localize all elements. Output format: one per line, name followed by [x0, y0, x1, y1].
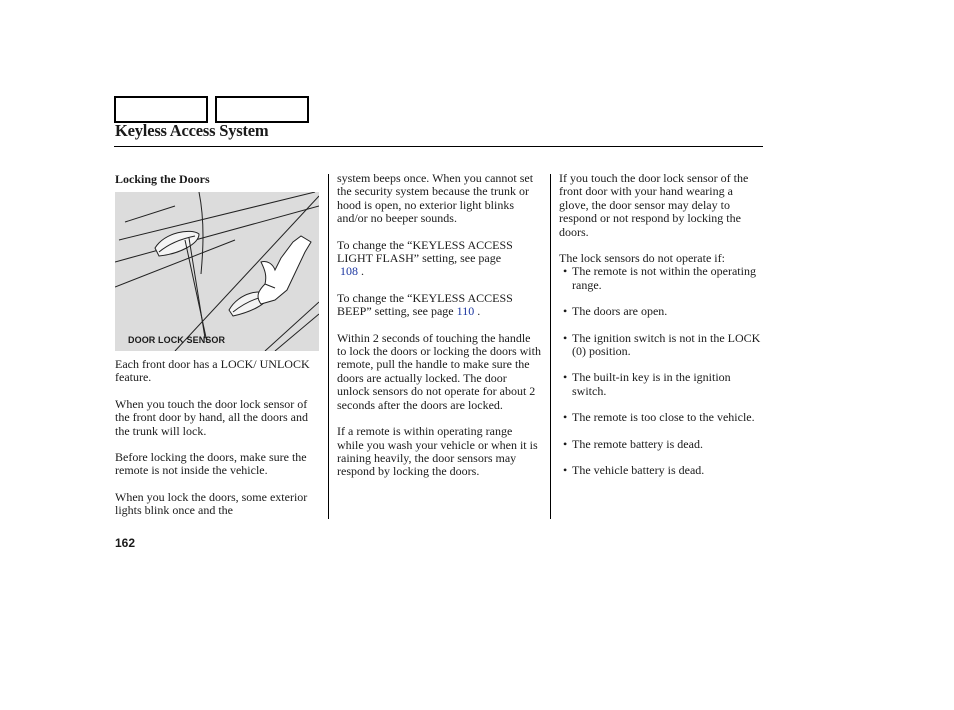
col1-paragraph: Each front door has a LOCK/ UNLOCK feature.: [115, 357, 310, 385]
bullet-icon: •: [563, 463, 568, 478]
column-1: [115, 358, 319, 518]
section-heading: Locking the Doors: [115, 172, 210, 186]
page-108-link[interactable]: 108: [340, 264, 358, 279]
col2-paragraph: Within 2 seconds of touching the handle to lock the doors or locking the doors with remote, pull the handle to make sure the doors are actually locked. The door unlock sensors do not operate for about 2 seconds after the doors are locked.: [337, 330, 541, 412]
bullet-icon: •: [563, 410, 568, 425]
bullet-icon: •: [563, 264, 568, 279]
page-title: Keyless Access System: [115, 121, 269, 140]
nav-tab-box-2[interactable]: [215, 96, 309, 123]
bullet-item: • The built-in key is in the ignition switch.: [563, 370, 731, 398]
col3-paragraph: If you touch the door lock sensor of the front door with your hand wearing a glove, the door sensor may delay to respond or not respond by locking the doors.: [559, 171, 749, 239]
door-handle-drawing: [115, 192, 319, 351]
door-lock-sensor-label: DOOR LOCK SENSOR: [128, 335, 226, 345]
title-rule: [114, 146, 763, 147]
door-lock-sensor-illustration: [115, 192, 319, 351]
col1-paragraph: When you lock the doors, some exterior lights blink once and the: [115, 489, 308, 518]
bullet-icon: •: [563, 370, 568, 385]
page-number: 162: [115, 536, 136, 550]
bullet-icon: •: [563, 304, 568, 319]
col2-paragraph: system beeps once. When you cannot set the security system because the trunk or hood is open, no exterior light blinks and/or no beeper sounds.: [337, 171, 534, 226]
column-divider: [328, 174, 329, 519]
col2-paragraph: To change the “KEYLESS ACCESS BEEP” setting, see page 110 .: [337, 290, 513, 319]
col2-paragraph: If a remote is within operating range while you wash your vehicle or when it is raining heavily, the door sensors may respond by locking the doors.: [337, 424, 538, 479]
bullet-icon: •: [563, 436, 568, 451]
bullet-item: • The remote battery is dead.: [563, 436, 703, 451]
col2-paragraph: To change the “KEYLESS ACCESS LIGHT FLASH” setting, see page 108 .: [337, 237, 513, 279]
nav-tab-box-1[interactable]: [114, 96, 208, 123]
bullet-item: • The vehicle battery is dead.: [563, 463, 705, 478]
bullet-item: • The remote is too close to the vehicle.: [563, 410, 755, 425]
page-110-link[interactable]: 110: [456, 304, 475, 319]
column-divider: [550, 174, 551, 519]
light-flash-text: To change the “KEYLESS ACCESS LIGHT FLASH” setting, see page: [337, 237, 513, 266]
bullet-icon: •: [563, 330, 568, 345]
col3-paragraph: The lock sensors do not operate if:: [559, 251, 725, 266]
bullet-item: • The doors are open.: [563, 304, 668, 319]
bullet-item: • The remote is not within the operating range.: [563, 264, 756, 292]
col1-paragraph: When you touch the door lock sensor of the front door by hand, all the doors and the trunk will lock.: [115, 396, 308, 438]
col1-paragraph: Before locking the doors, make sure the remote is not inside the vehicle.: [115, 450, 307, 478]
column-2: [337, 172, 541, 479]
beep-text: To change the “KEYLESS ACCESS BEEP” setting, see page: [337, 290, 513, 319]
column-3: [559, 172, 765, 478]
bullet-item: • The ignition switch is not in the LOCK (0) position.: [563, 330, 761, 359]
